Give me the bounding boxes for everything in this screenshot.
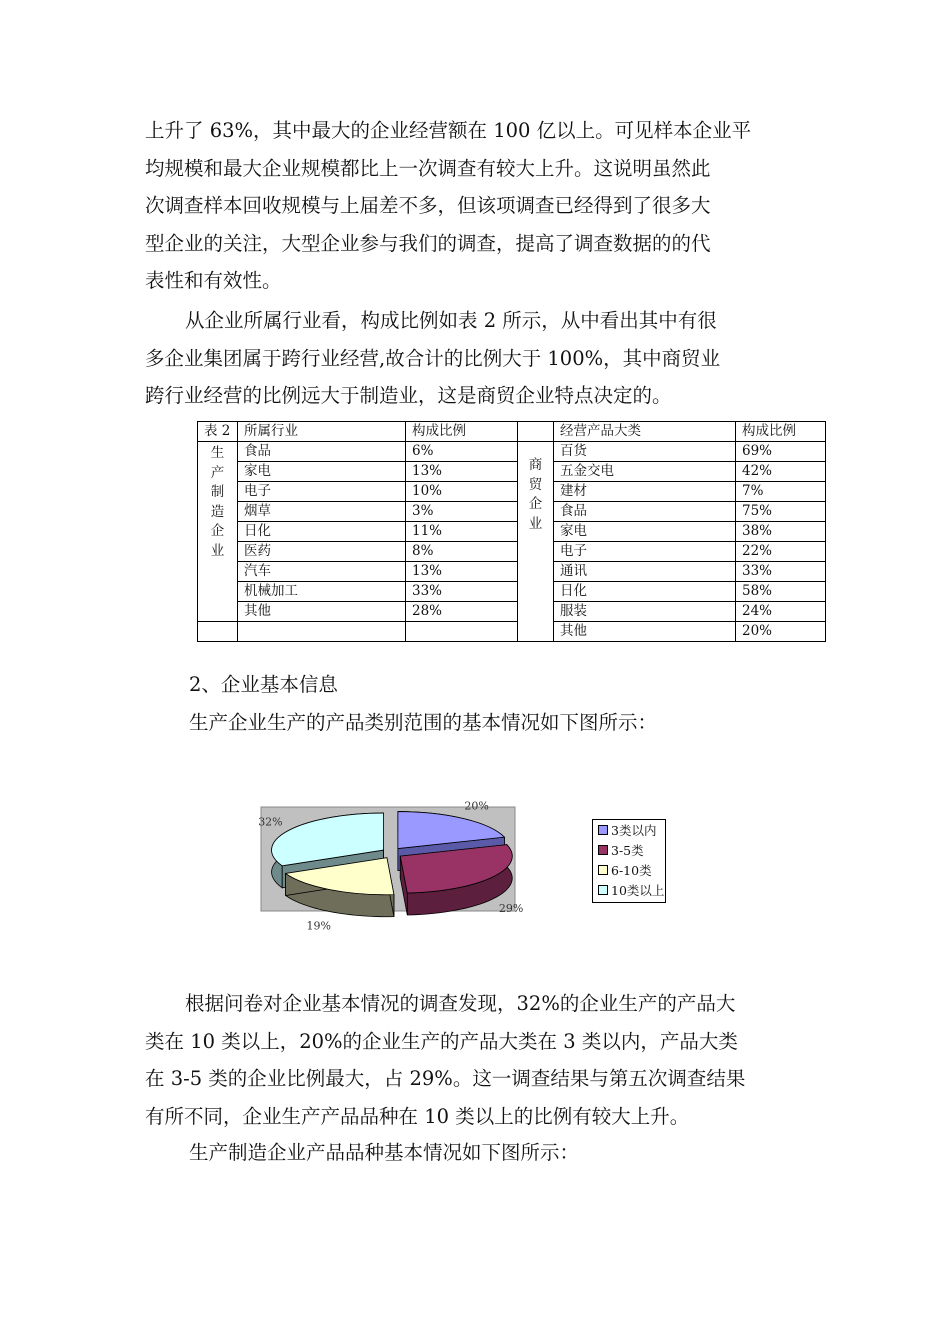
legend-item [593,820,665,840]
table-cell: 百货 [554,442,736,462]
column-header: 经营产品大类 [554,422,736,442]
legend-swatch [598,825,608,835]
table-cell: 8% [406,542,518,562]
table-row [198,502,826,522]
table-cell: 33% [736,562,826,582]
table-cell: 家电 [554,522,736,542]
table-cell: 3% [406,502,518,522]
legend-swatch [598,865,608,875]
manufacturing-group-text: 生产制造企业 [210,445,225,559]
column-header: 所属行业 [238,422,406,442]
table-cell [406,622,518,642]
legend-label: 10类以上 [611,883,665,898]
table-cell: 69% [736,442,826,462]
table-cell: 食品 [554,502,736,522]
group-label-manufacturing [198,442,238,622]
text-line: 多企业集团属于跨行业经营,故合计的比例大于 100%，其中商贸业 [145,346,721,370]
text-line: 均规模和最大企业规模都比上一次调查有较大上升。这说明虽然此 [145,156,711,180]
table-row [198,522,826,542]
table-cell: 38% [736,522,826,542]
table-cell: 通讯 [554,562,736,582]
table-row [198,462,826,482]
pie-data-label: 29% [498,901,524,915]
table-cell: 食品 [238,442,406,462]
table-cell: 其他 [238,602,406,622]
pie-data-label: 20% [464,799,489,813]
table-cell: 电子 [554,542,736,562]
legend-item [593,880,665,900]
text-line: 跨行业经营的比例远大于制造业，这是商贸企业特点决定的。 [145,384,672,407]
product-category-pie-chart [255,795,545,933]
legend-label: 6-10类 [611,863,652,878]
table-cell: 22% [736,542,826,562]
text-line: 类在 10 类以上，20%的企业生产的产品大类在 3 类以内，产品大类 [145,1029,738,1053]
text-line: 型企业的关注，大型企业参与我们的调查，提高了调查数据的的代 [145,231,711,255]
legend-label: 3类以内 [611,823,657,838]
table-label: 表 2 [198,422,238,442]
trade-group-text: 商贸企业 [528,457,543,532]
table-cell: 建材 [554,482,736,502]
table-cell: 电子 [238,482,406,502]
table-cell: 家电 [238,462,406,482]
group-label-trade [518,442,554,642]
table-row [198,442,826,462]
table-header-row [198,422,826,442]
legend-swatch [598,845,608,855]
table-cell: 7% [736,482,826,502]
text-line: 在 3-5 类的企业比例最大，占 29%。这一调查结果与第五次调查结果 [145,1067,746,1090]
text-line: 从企业所属行业看，构成比例如表 2 所示，从中看出其中有很 [185,309,717,332]
table-cell: 28% [406,602,518,622]
table-cell: 20% [736,622,826,642]
table-cell: 11% [406,522,518,542]
text-line: 上升了 63%，其中最大的企业经营额在 100 亿以上。可见样本企业平 [145,119,752,142]
pie-data-label: 19% [306,919,331,933]
table-row [198,622,826,642]
table-cell: 日化 [238,522,406,542]
legend-item [593,840,665,860]
table-cell [198,622,238,642]
table-cell: 汽车 [238,562,406,582]
table-cell: 10% [406,482,518,502]
column-header: 构成比例 [736,422,826,442]
text-line: 次调查样本回收规模与上届差不多，但该项调查已经得到了很多大 [145,194,711,217]
industry-table [197,421,826,642]
chart-intro: 生产企业生产的产品类别范围的基本情况如下图所示： [189,711,658,734]
table-cell: 42% [736,462,826,482]
table-cell [238,622,406,642]
text-line: 表性和有效性。 [145,269,282,292]
table-cell: 6% [406,442,518,462]
table-cell: 13% [406,462,518,482]
legend-label: 3-5类 [611,843,644,858]
table-cell: 机械加工 [238,582,406,602]
table-cell: 服装 [554,602,736,622]
paragraph-findings [145,985,815,1135]
table-row [198,602,826,622]
table-cell: 五金交电 [554,462,736,482]
table-cell: 日化 [554,582,736,602]
table-cell: 75% [736,502,826,522]
section-heading: 2、企业基本信息 [189,673,338,696]
table-row [198,582,826,602]
table-cell: 其他 [554,622,736,642]
table-cell: 58% [736,582,826,602]
paragraph-scale [145,112,815,300]
paragraph-industry [145,302,815,415]
text-line: 根据问卷对企业基本情况的调查发现，32%的企业生产的产品大 [185,992,736,1015]
table-cell: 烟草 [238,502,406,522]
pie-data-label: 32% [258,815,283,829]
text-line: 有所不同，企业生产产品品种在 10 类以上的比例有较大上升。 [145,1104,690,1128]
table-cell: 33% [406,582,518,602]
table-row [198,562,826,582]
chart-legend [592,819,666,903]
legend-item [593,860,665,880]
column-header: 构成比例 [406,422,518,442]
closing-line: 生产制造企业产品品种基本情况如下图所示： [189,1141,580,1164]
table-cell: 13% [406,562,518,582]
legend-swatch [598,885,608,895]
table-row [198,542,826,562]
table-row [198,482,826,502]
table-cell: 医药 [238,542,406,562]
table-cell: 24% [736,602,826,622]
